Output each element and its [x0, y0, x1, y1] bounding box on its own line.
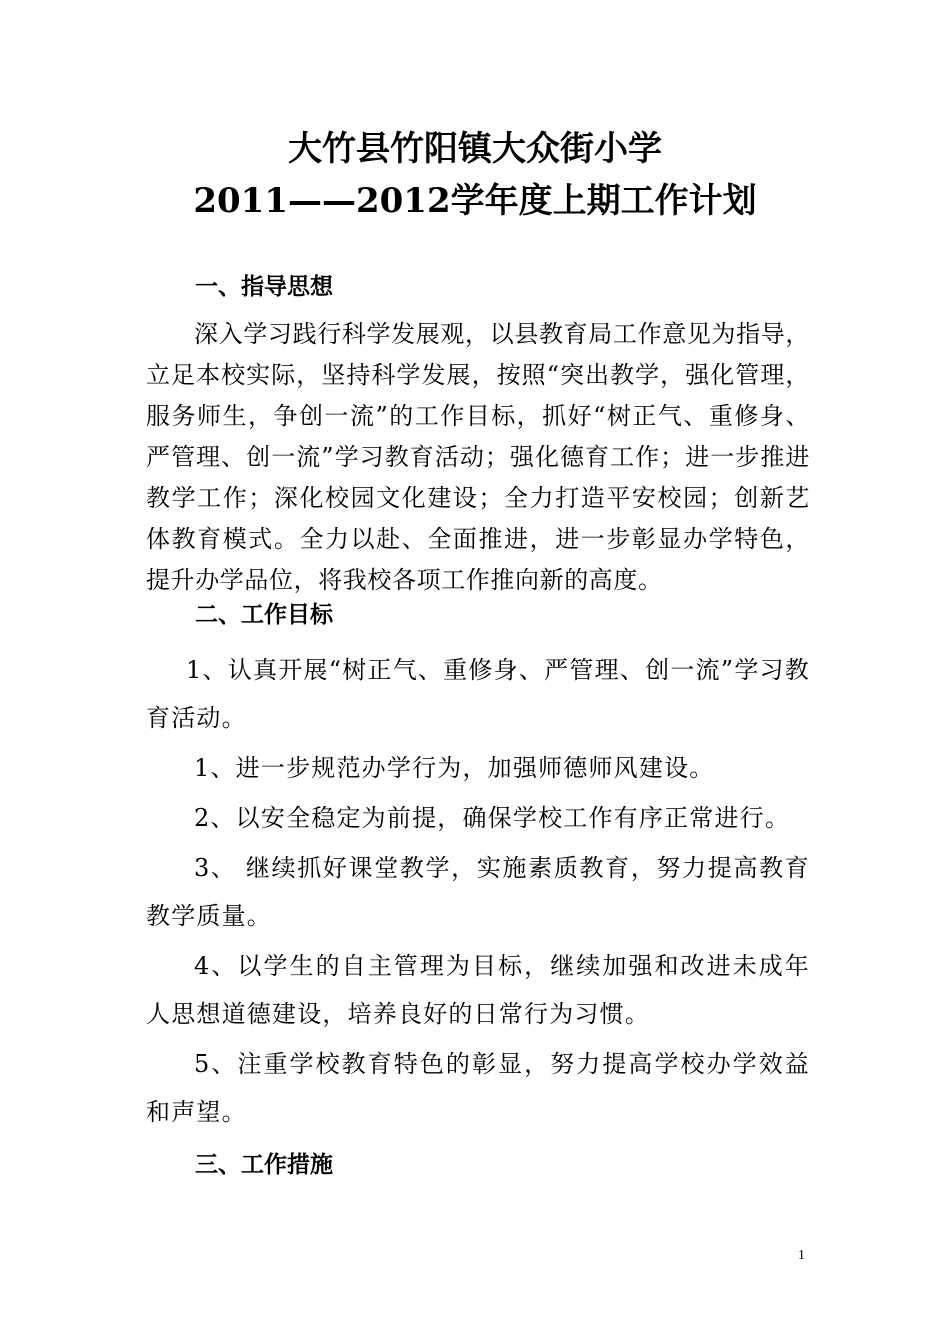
- goal-item: 1、认真开展“树正气、重修身、严管理、创一流”学习教育活动。: [146, 656, 810, 732]
- guiding-ideology-paragraph: 深入学习践行科学发展观，以县教育局工作意见为指导，立足本校实际，坚持科学发展，按照“突出教学，强化管理，服务师生，争创一流”的工作目标，抓好“树正气、重修身、严管理、创一流”学习教育活动；强化德育工作；进一步推进教学工作；深化校园文化建设；全力打造平安校园；创新艺体教育模式。全力以赴、全面推进，进一步彰显办学特色，提升办学品位，将我校各项工作推向新的高度。: [146, 320, 810, 594]
- goal-item: 5、注重学校教育特色的彰显，努力提高学校办学效益和声望。: [146, 1050, 810, 1126]
- section-heading-work-goals: 二、工作目标: [195, 602, 333, 628]
- section-heading-work-measures: 三、工作措施: [195, 1152, 333, 1178]
- section-heading-guiding-ideology: 一、指导思想: [195, 274, 333, 300]
- goal-item: 4、以学生的自主管理为目标，继续加强和改进未成年人思想道德建设，培养良好的日常行为习惯。: [146, 952, 810, 1028]
- document-title-line2: 2011——2012学年度上期工作计划: [193, 181, 757, 221]
- goal-item: 3、 继续抓好课堂教学，实施素质教育，努力提高教育教学质量。: [146, 854, 810, 930]
- page-number: 1: [798, 1248, 805, 1263]
- goal-item: 1、进一步规范办学行为，加强师德师风建设。: [194, 754, 715, 782]
- goal-item: 2、以安全稳定为前提，确保学校工作有序正常进行。: [194, 804, 791, 832]
- document-title-line1: 大竹县竹阳镇大众街小学: [288, 129, 662, 169]
